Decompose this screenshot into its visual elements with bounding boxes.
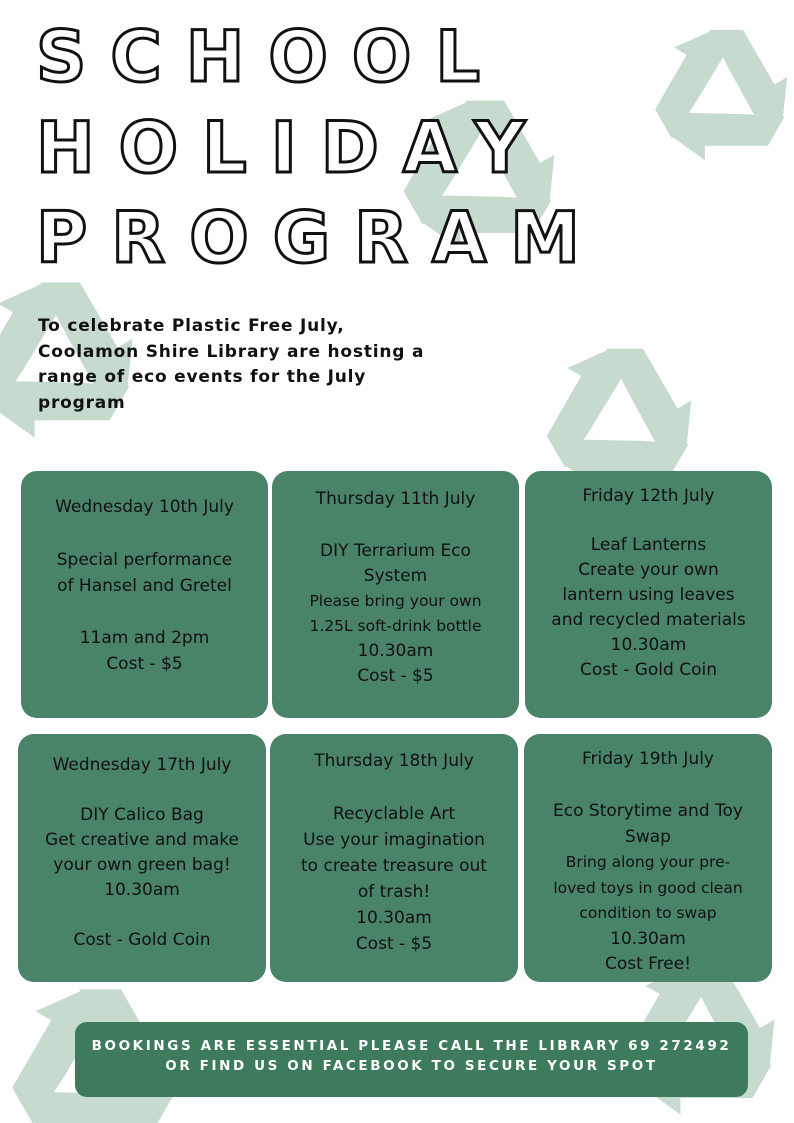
event-card-fri-12 bbox=[525, 471, 772, 718]
bookings-line-1: BOOKINGS ARE ESSENTIAL PLEASE CALL THE LIBRARY 69 272492 bbox=[91, 1038, 732, 1054]
event-date: Friday 12th July bbox=[582, 486, 715, 506]
event-card-wed-10 bbox=[21, 471, 268, 718]
event-details: Special performance of Hansel and Gretel 11am and 2pm Cost - $5 bbox=[56, 550, 233, 674]
title-line-1: SCHOOL bbox=[36, 16, 504, 98]
event-card-wed-17 bbox=[18, 734, 266, 982]
event-card-thu-11 bbox=[272, 471, 519, 718]
event-date: Wednesday 17th July bbox=[52, 755, 232, 775]
intro-text: To celebrate Plastic Free July, Coolamon Shire Library are hosting a range of eco events for the July program bbox=[38, 316, 425, 413]
event-card-thu-18 bbox=[270, 734, 518, 982]
event-details: Recyclable Art Use your imagination to create treasure out of trash! 10.30am Cost - $5 bbox=[301, 804, 487, 954]
event-date: Wednesday 10th July bbox=[55, 497, 234, 517]
event-details: Eco Storytime and Toy Swap Bring along your pre- loved toys in good clean condition to swap 10.30am Cost Free! bbox=[553, 801, 743, 974]
event-date: Friday 19th July bbox=[582, 749, 714, 769]
event-date: Thursday 11th July bbox=[315, 489, 476, 509]
title-line-2: HOLIDAY bbox=[36, 107, 550, 189]
recycle-icon bbox=[633, 22, 787, 184]
event-details: DIY Terrarium Eco System Please bring your own 1.25L soft-drink bottle 10.30am Cost - $5 bbox=[309, 541, 482, 686]
event-date: Thursday 18th July bbox=[314, 751, 474, 771]
event-details: DIY Calico Bag Get creative and make your own green bag! 10.30am Cost - Gold Coin bbox=[45, 805, 239, 950]
event-card-fri-19 bbox=[524, 734, 772, 982]
title-line-3: PROGRAM bbox=[36, 197, 604, 279]
bookings-banner bbox=[75, 1022, 748, 1097]
bookings-line-2: OR FIND US ON FACEBOOK TO SECURE YOUR SPOT bbox=[165, 1058, 658, 1074]
event-details: Leaf Lanterns Create your own lantern using leaves and recycled materials 10.30am Cost - Gold Coin bbox=[551, 535, 746, 680]
